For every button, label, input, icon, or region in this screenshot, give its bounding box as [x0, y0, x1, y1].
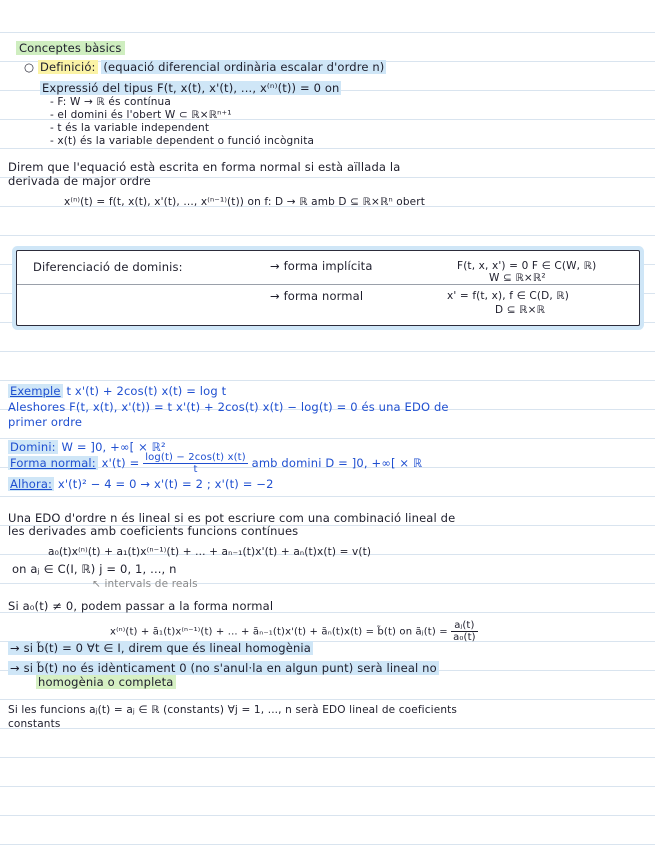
- domains-label: Diferenciació de dominis:: [33, 260, 183, 274]
- definition-bullet: - F: W → ℝ és contínua: [50, 96, 171, 108]
- example-heading: [8, 384, 226, 398]
- domains-box: [16, 250, 640, 326]
- normal-lhs: x'(t) =: [101, 456, 140, 470]
- nonhomogeneous-text2: homogènia o completa: [38, 675, 174, 689]
- domain-label: Domini:: [10, 440, 56, 454]
- fraction-numerator: log(t) − 2cos(t) x(t): [145, 452, 246, 463]
- bullet-circle-icon: ○: [24, 60, 38, 74]
- constant-text-line2: constants: [8, 718, 61, 730]
- normal-form-domain: D ⊆ ℝ×ℝ: [495, 304, 546, 316]
- a0-fraction-numerator: aⱼ(t): [451, 620, 478, 632]
- a0-fraction-denominator: a₀(t): [453, 632, 476, 643]
- normal-form-text-line2: derivada de major ordre: [8, 174, 151, 188]
- also-label: Alhora:: [10, 477, 53, 491]
- example-label: Exemple: [10, 384, 61, 398]
- example-normal-form: [8, 452, 422, 475]
- implicit-form-formula: F(t, x, x') = 0 F ∈ C(W, ℝ): [457, 260, 597, 272]
- constant-text-line1: Si les funcions aⱼ(t) = aⱼ ∈ ℝ (constants) ∀j = 1, ..., n serà EDO lineal de coeficients: [8, 704, 458, 716]
- expression-text: Expressió del tipus F(t, x(t), x'(t), ..., x⁽ⁿ⁾(t)) = 0 on: [42, 81, 340, 95]
- definition-bullet: - el domini és l'obert W ⊂ ℝ×ℝⁿ⁺¹: [50, 109, 232, 121]
- linear-text-line2: les derivades amb coeficients funcions contínues: [8, 524, 299, 538]
- definition-bullet: - t és la variable independent: [50, 122, 210, 134]
- implicit-form-arrow: → forma implícita: [270, 259, 373, 273]
- example-text-line1: Aleshores F(t, x(t), x'(t)) = t x'(t) + 2cos(t) x(t) − log(t) = 0 és una EDO de: [8, 400, 449, 414]
- homogeneous-text: → si b̃(t) = 0 ∀t ∈ I, direm que és lineal homogènia: [10, 641, 311, 655]
- normal-label: Forma normal:: [10, 456, 96, 470]
- a0-formula: [110, 620, 478, 643]
- a0-fraction: [451, 620, 478, 643]
- nonhomogeneous-line1: [8, 661, 439, 675]
- example-equation: t x'(t) + 2cos(t) x(t) = log t: [66, 384, 227, 398]
- homogeneous-line: [8, 641, 313, 655]
- nonhomogeneous-line2: [36, 675, 176, 689]
- normal-rest: amb domini D = ]0, +∞[ × ℝ: [251, 456, 423, 470]
- definition-heading: [24, 60, 386, 74]
- definition-label: Definició:: [40, 60, 96, 74]
- interval-note: [92, 577, 198, 591]
- fraction-denominator: t: [193, 464, 198, 475]
- also-text: x'(t)² − 4 = 0 → x'(t) = 2 ; x'(t) = −2: [57, 477, 274, 491]
- interval-note-text: intervals de reals: [104, 578, 198, 590]
- definition-text: (equació diferencial ordinària escalar d'ordre n): [103, 60, 385, 74]
- a0-formula-text: x⁽ⁿ⁾(t) + ã₁(t)x⁽ⁿ⁻¹⁾(t) + ... + ãₙ₋₁(t)x'(t) + ãₙ(t)x(t) = b̃(t) on ãⱼ(t) =: [110, 626, 448, 638]
- page-title: [16, 41, 125, 55]
- normal-form-arrow: → forma normal: [270, 289, 364, 303]
- example-also: [8, 477, 274, 491]
- linear-text-line1: Una EDO d'ordre n és lineal si es pot escriure com una combinació lineal de: [8, 511, 456, 525]
- a0-text: Si a₀(t) ≠ 0, podem passar a la forma normal: [8, 599, 274, 613]
- title-text: Conceptes bàsics: [16, 41, 125, 55]
- example-text-line2: primer ordre: [8, 415, 83, 429]
- linear-where: on aⱼ ∈ C(I, ℝ) j = 0, 1, ..., n: [12, 562, 177, 576]
- normal-fraction: [143, 452, 248, 475]
- interval-arrow-icon: ↖: [92, 578, 105, 590]
- domain-text: W = ]0, +∞[ × ℝ²: [61, 440, 166, 454]
- nonhomogeneous-text1: → si b̃(t) no és idènticament 0 (no s'anul·la en algun punt) serà lineal no: [10, 661, 437, 675]
- definition-bullet: - x(t) és la variable dependent o funció incògnita: [50, 135, 315, 147]
- normal-form-box-formula: x' = f(t, x), f ∈ C(D, ℝ): [447, 290, 570, 302]
- implicit-form-domain: W ⊆ ℝ×ℝ²: [489, 272, 546, 284]
- definition-expression: [40, 81, 341, 95]
- normal-form-text-line1: Direm que l'equació està escrita en forma normal si està aïllada la: [8, 160, 401, 174]
- linear-formula: a₀(t)x⁽ⁿ⁾(t) + a₁(t)x⁽ⁿ⁻¹⁾(t) + ... + aₙ₋₁(t)x'(t) + aₙ(t)x(t) = v(t): [48, 546, 372, 558]
- normal-form-formula: x⁽ⁿ⁾(t) = f(t, x(t), x'(t), ..., x⁽ⁿ⁻¹⁾(t)) on f: D → ℝ amb D ⊆ ℝ×ℝⁿ obert: [64, 196, 426, 208]
